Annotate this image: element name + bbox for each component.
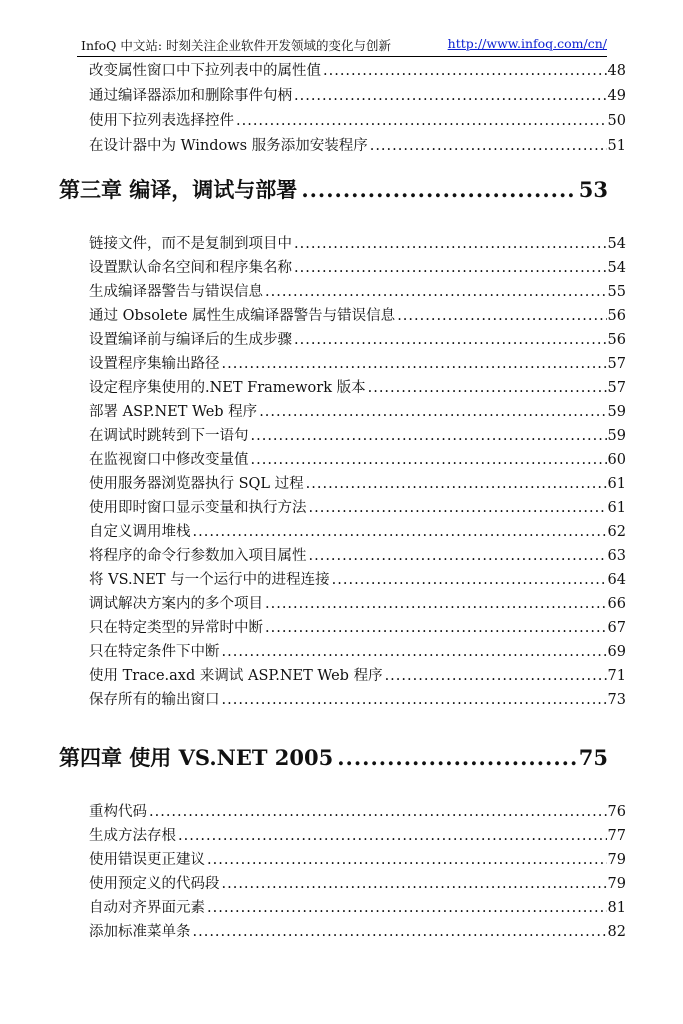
toc-entry[interactable]: 只在特定类型的异常时中断 ..... 67 bbox=[89, 613, 626, 637]
toc-entry[interactable]: 设定程序集使用的.NET Framework 版本 ..... 57 bbox=[89, 373, 626, 397]
toc-entry[interactable]: 在调试时跳转到下一语句 ..... 59 bbox=[89, 421, 626, 445]
leader-dots bbox=[306, 475, 607, 493]
leader-dots bbox=[222, 691, 607, 709]
leader-dots bbox=[301, 177, 575, 203]
leader-dots bbox=[251, 427, 607, 445]
leader-dots bbox=[222, 643, 607, 661]
leader-dots bbox=[149, 803, 607, 821]
leader-dots bbox=[193, 923, 607, 941]
leader-dots bbox=[207, 851, 607, 869]
leader-dots bbox=[385, 667, 607, 685]
leader-dots bbox=[337, 745, 576, 771]
toc-entry[interactable]: 生成编译器警告与错误信息 ..... 55 bbox=[89, 277, 626, 301]
leader-dots bbox=[207, 899, 607, 917]
toc-entry[interactable]: 使用错误更正建议 ..... 79 bbox=[89, 845, 626, 869]
leader-dots bbox=[368, 379, 607, 397]
leader-dots bbox=[323, 62, 607, 80]
toc-entry[interactable]: 设置默认命名空间和程序集名称 ..... 54 bbox=[89, 253, 626, 277]
toc-entry[interactable]: 设置程序集输出路径 ..... 57 bbox=[89, 349, 626, 373]
leader-dots bbox=[236, 112, 607, 130]
toc-entry[interactable]: 保存所有的输出窗口 ..... 73 bbox=[89, 685, 626, 709]
leader-dots bbox=[309, 547, 607, 565]
leader-dots bbox=[222, 875, 607, 893]
leader-dots bbox=[370, 137, 607, 155]
leader-dots bbox=[251, 451, 607, 469]
toc-entry[interactable]: 重构代码 ..... 76 bbox=[89, 797, 626, 821]
toc-entry[interactable]: 自定义调用堆栈 ..... 62 bbox=[89, 517, 626, 541]
leader-dots bbox=[265, 595, 607, 613]
leader-dots bbox=[222, 355, 607, 373]
toc-entry[interactable]: 生成方法存根 ..... 77 bbox=[89, 821, 626, 845]
toc-entry[interactable]: 调试解决方案内的多个项目 ..... 66 bbox=[89, 589, 626, 613]
toc-entry[interactable]: 将程序的命令行参数加入项目属性 ..... 63 bbox=[89, 541, 626, 565]
toc-entry[interactable]: 使用 Trace.axd 来调试 ASP.NET Web 程序 ..... 71 bbox=[89, 661, 626, 685]
leader-dots bbox=[193, 523, 607, 541]
leader-dots bbox=[294, 331, 607, 349]
toc-entry[interactable]: 改变属性窗口中下拉列表中的属性值 ..... 48 bbox=[89, 56, 626, 80]
toc-entry[interactable]: 使用预定义的代码段 ..... 79 bbox=[89, 869, 626, 893]
leader-dots bbox=[332, 571, 607, 589]
page-header bbox=[77, 36, 607, 56]
toc-entry[interactable]: 通过编译器添加和删除事件句柄 ..... 49 bbox=[89, 81, 626, 105]
leader-dots bbox=[259, 403, 606, 421]
chapter-heading[interactable]: 第三章 编译，调试与部署 ..... 53 bbox=[59, 173, 608, 203]
site-link[interactable]: http://www.infoq.com/cn/ bbox=[447, 36, 607, 51]
chapter-heading[interactable]: 第四章 使用 VS.NET 2005 ..... 75 bbox=[59, 741, 608, 771]
toc-entry[interactable]: 自动对齐界面元素 ..... 81 bbox=[89, 893, 626, 917]
site-title: InfoQ 中文站: 时刻关注企业软件开发领域的变化与创新 bbox=[81, 38, 392, 53]
leader-dots bbox=[309, 499, 607, 517]
leader-dots bbox=[397, 307, 606, 325]
toc-entry[interactable]: 链接文件，而不是复制到项目中 ..... 54 bbox=[89, 229, 626, 253]
leader-dots bbox=[294, 259, 607, 277]
toc-entry[interactable]: 使用即时窗口显示变量和执行方法 ..... 61 bbox=[89, 493, 626, 517]
toc-entry[interactable]: 使用服务器浏览器执行 SQL 过程 ..... 61 bbox=[89, 469, 626, 493]
toc-entry[interactable]: 在监视窗口中修改变量值 ..... 60 bbox=[89, 445, 626, 469]
toc-entry[interactable]: 使用下拉列表选择控件 ..... 50 bbox=[89, 106, 626, 130]
toc-entry[interactable]: 在设计器中为 Windows 服务添加安装程序 ..... 51 bbox=[89, 131, 626, 155]
toc-entry[interactable]: 添加标准菜单条 ..... 82 bbox=[89, 917, 626, 941]
toc-entry[interactable]: 通过 Obsolete 属性生成编译器警告与错误信息 ..... 56 bbox=[89, 301, 626, 325]
leader-dots bbox=[294, 235, 607, 253]
toc-entry[interactable]: 只在特定条件下中断 ..... 69 bbox=[89, 637, 626, 661]
toc-entry[interactable]: 部署 ASP.NET Web 程序 ..... 59 bbox=[89, 397, 626, 421]
leader-dots bbox=[265, 619, 607, 637]
leader-dots bbox=[265, 283, 607, 301]
leader-dots bbox=[178, 827, 607, 845]
leader-dots bbox=[294, 87, 607, 105]
toc-entry[interactable]: 将 VS.NET 与一个运行中的进程连接 ..... 64 bbox=[89, 565, 626, 589]
toc-entry[interactable]: 设置编译前与编译后的生成步骤 ..... 56 bbox=[89, 325, 626, 349]
